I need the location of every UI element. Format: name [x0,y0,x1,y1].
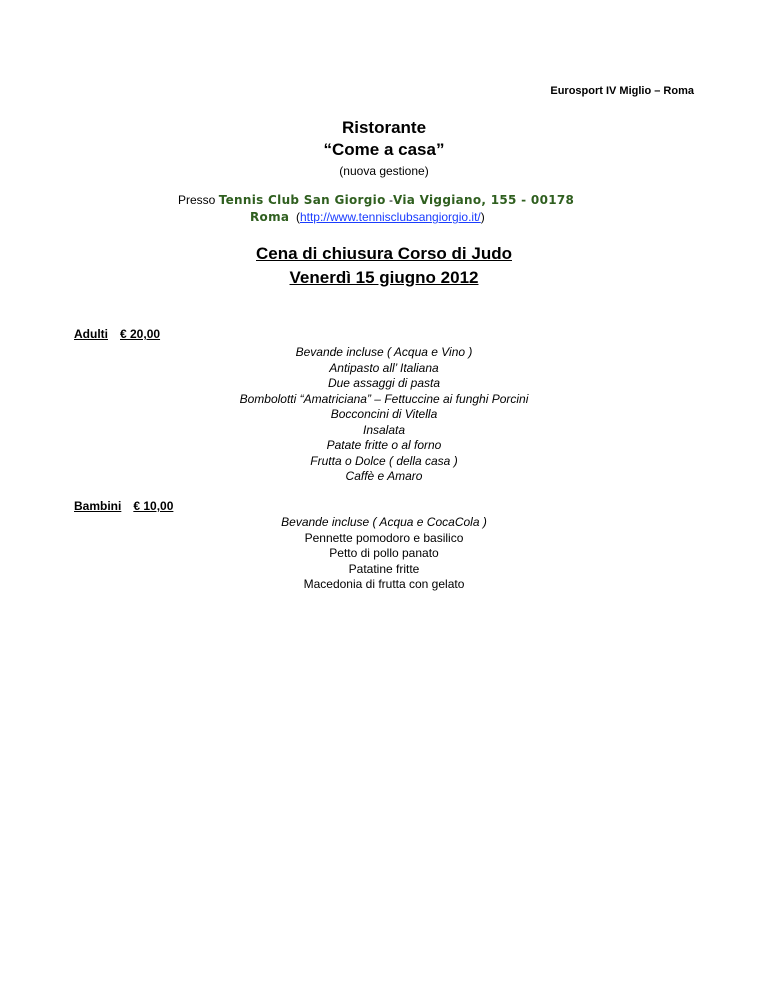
menu-item: Patate fritte o al forno [326,438,442,452]
venue-prefix: Presso [178,193,216,207]
kids-label: Bambini [74,499,122,513]
venue-website-link[interactable]: http://www.tennisclubsangiorgio.it/ [299,210,481,224]
kids-price-label [74,499,173,513]
menu-item: Macedonia di frutta con gelato [303,577,465,591]
venue-city: Roma [250,210,290,224]
menu-item: Insalata [362,422,406,437]
link-close-paren: ) [480,210,485,224]
menu-item: Bevande incluse ( Acqua e Vino ) [295,345,473,359]
link-open-paren: ( [295,210,300,224]
menu-item: Bocconcini di Vitella [330,407,438,421]
kids-menu-list [0,515,768,593]
adults-menu-list [0,345,768,485]
adults-price-label [74,327,160,341]
restaurant-name: “Come a casa” [323,140,445,159]
venue-separator: - [385,193,393,207]
venue-address: Via Viggiano, 155 - 00178 [392,193,575,207]
menu-item: Patatine fritte [348,561,420,576]
menu-item: Bombolotti “Amatriciana” – Fettuccine ai funghi Porcini [239,391,529,406]
restaurant-title: Ristorante [341,118,427,137]
menu-item: Due assaggi di pasta [327,376,441,390]
adults-price: € 20,00 [120,327,161,341]
event-title: Cena di chiusura Corso di Judo [256,244,512,263]
venue-line-1 [178,193,574,207]
restaurant-note: (nuova gestione) [339,164,429,178]
menu-item: Caffè e Amaro [345,469,423,483]
organization-name: Eurosport IV Miglio – Roma [550,85,694,97]
venue-line-2 [250,210,485,224]
adults-label: Adulti [74,327,108,341]
menu-item: Frutta o Dolce ( della casa ) [310,453,458,468]
menu-item: Pennette pomodoro e basilico [304,530,464,545]
kids-price: € 10,00 [133,499,174,513]
venue-club-name: Tennis Club San Giorgio [218,193,386,207]
menu-item: Bevande incluse ( Acqua e CocaCola ) [281,515,487,529]
menu-item: Antipasto all’ Italiana [329,360,439,375]
menu-item: Petto di pollo panato [329,546,439,560]
event-date: Venerdì 15 giugno 2012 [289,268,479,287]
